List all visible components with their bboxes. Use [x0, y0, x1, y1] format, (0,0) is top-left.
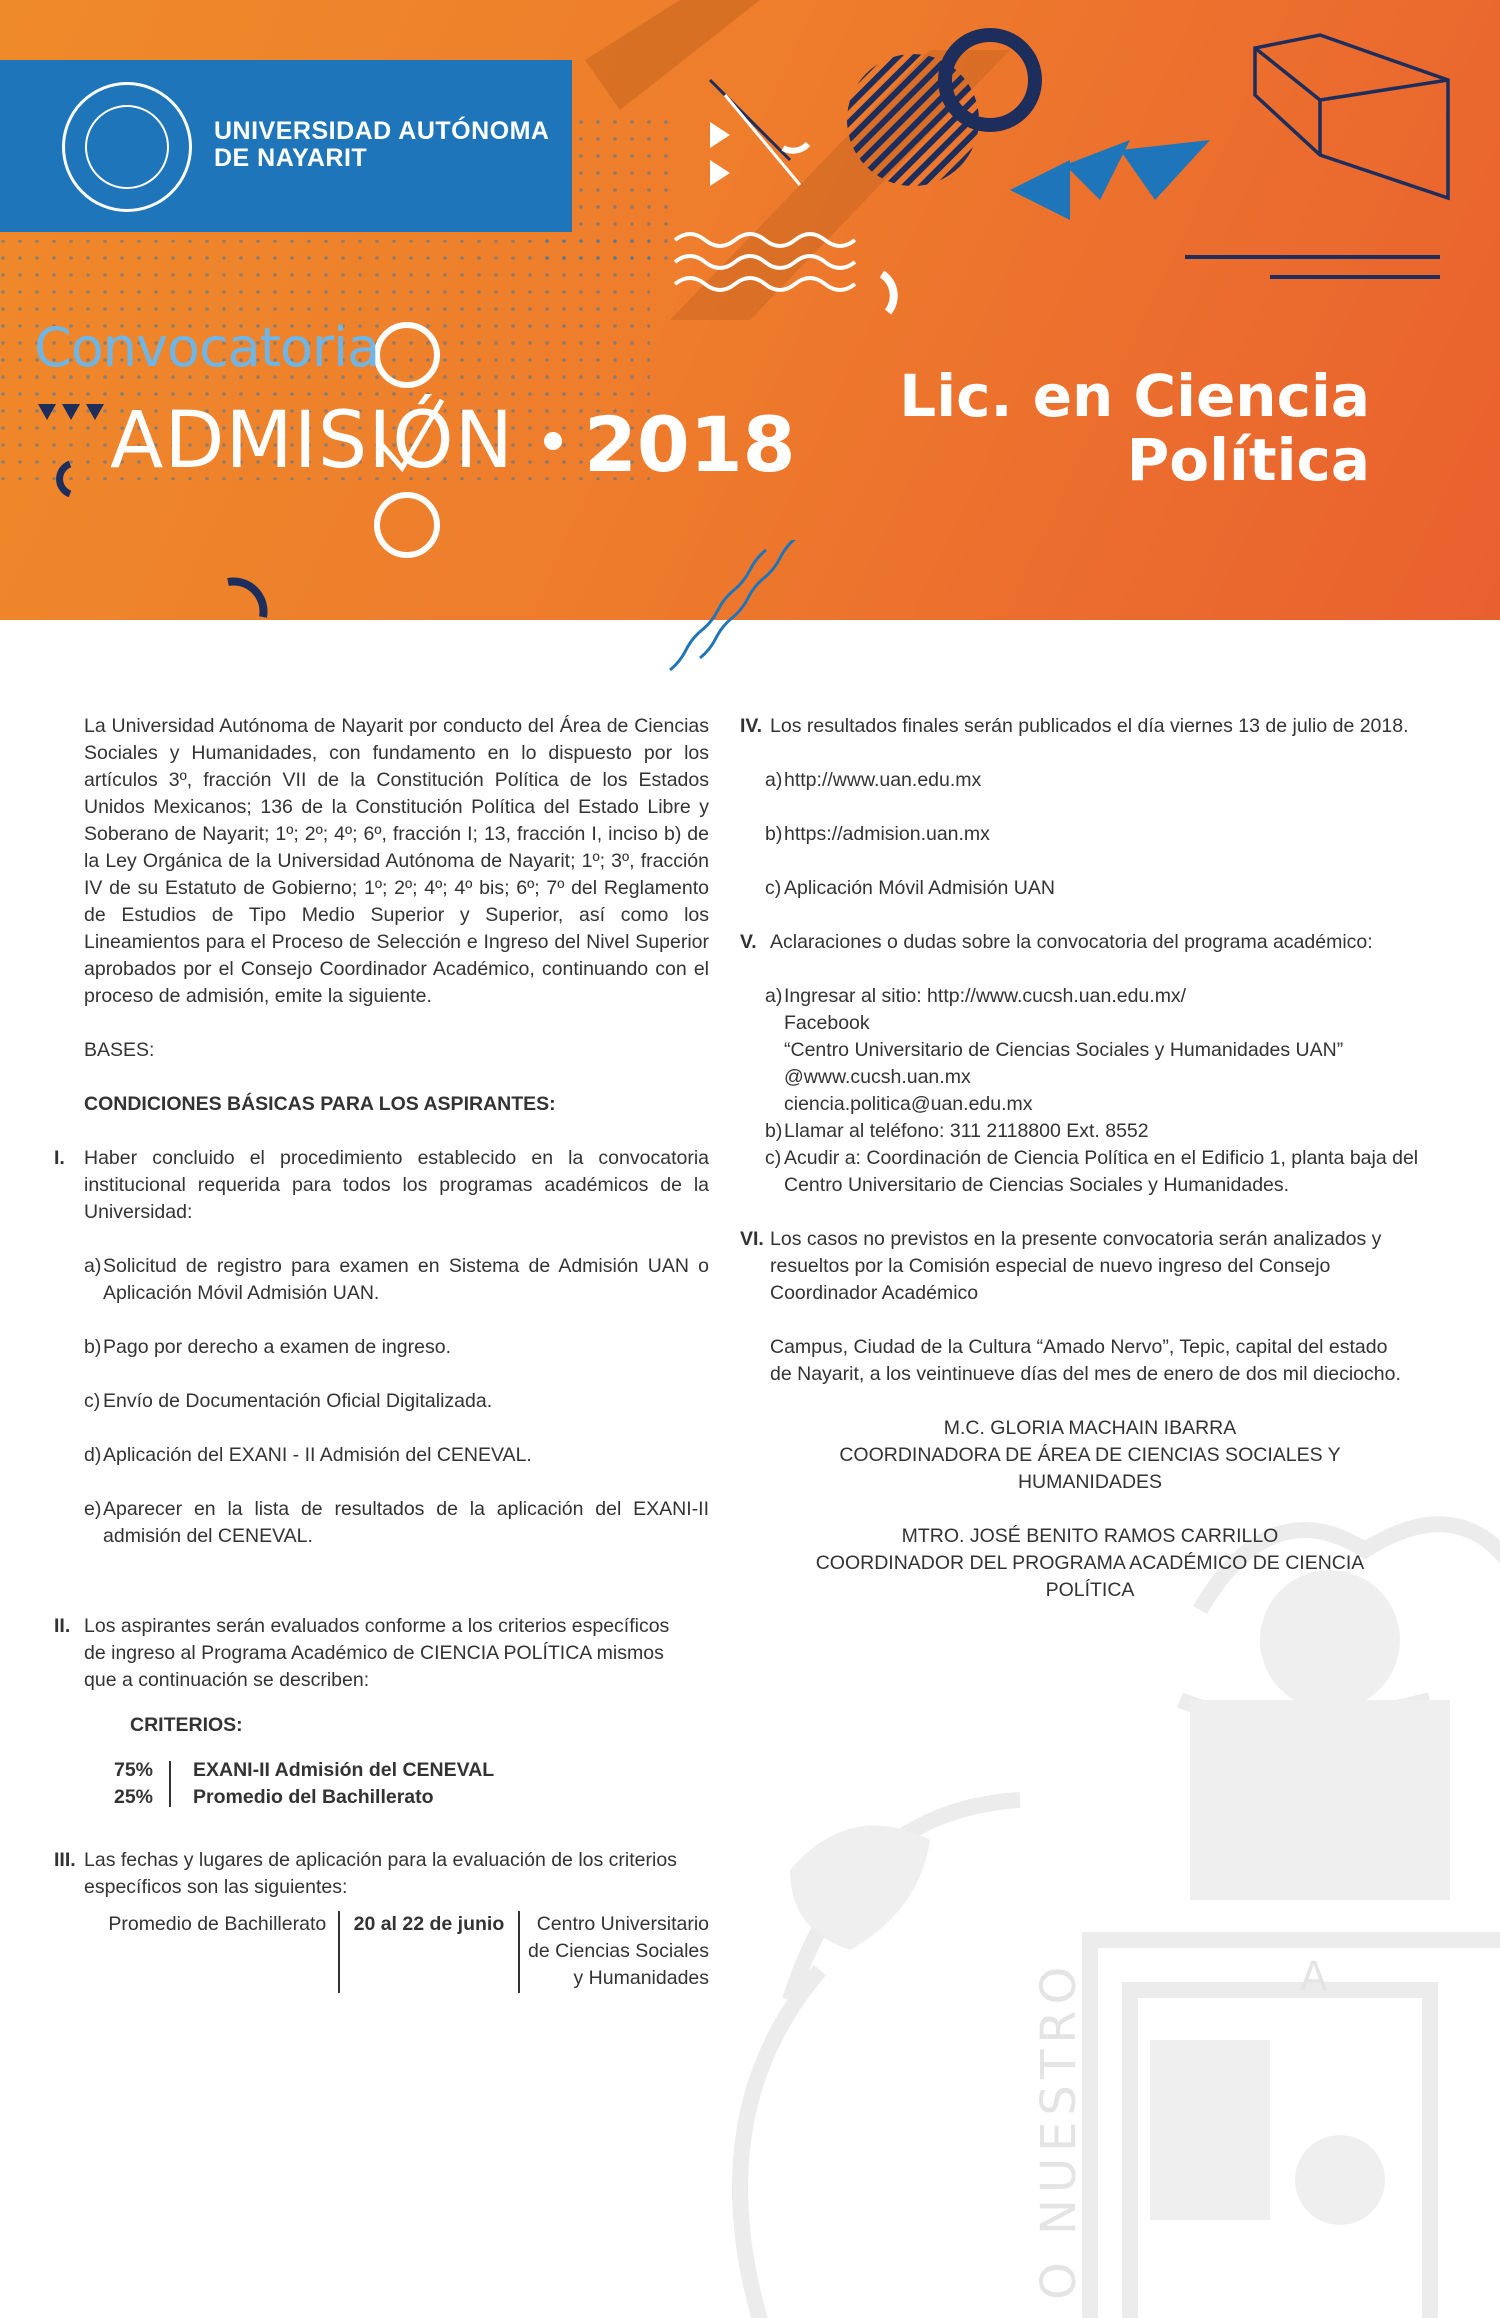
list-item: b) Pago por derecho a examen de ingreso. — [84, 1336, 451, 1358]
list-item: e) Aparecer en la lista de resultados de la aplicación del EXANI-II admisión del CENEVAL. — [84, 1498, 709, 1547]
section-6 — [740, 1226, 1435, 1388]
list-item: a) Ingresar al sitio: http://www.cucsh.uan.edu.mx/ Facebook “Centro Universitario de Ciencias Sociales y Humanidades UAN” @www.cucsh.uan.mx ciencia.politica@uan.edu.mx — [765, 983, 1435, 1118]
watermark-motto: O NUESTRO — [1031, 1960, 1087, 2300]
section-4 — [740, 713, 1435, 902]
admission-link[interactable]: https://admision.uan.mx — [784, 823, 990, 845]
section-number: II. — [54, 1615, 71, 1637]
bases-label: BASES: — [84, 1039, 155, 1061]
dates-table — [84, 1911, 709, 1993]
program-title: Lic. en Ciencia Política — [899, 362, 1370, 494]
dates-range: 20 al 22 de junio — [353, 1913, 505, 1935]
university-name: UNIVERSIDAD AUTÓNOMA DE NAYARIT — [214, 117, 550, 172]
admision-title: ADMISIÓN — [110, 396, 514, 486]
list-item: a) Solicitud de registro para examen en Sistema de Admisión UAN o Aplicación Móvil Admisión UAN. — [84, 1255, 709, 1304]
link-item: b) https://admision.uan.mx — [765, 823, 990, 845]
criteria-table — [108, 1757, 709, 1811]
list-item: c) Acudir a: Coordinación de Ciencia Política en el Edificio 1, planta baja del Centro Universitario de Ciencias Sociales y Humanidades. — [765, 1147, 1419, 1196]
section-number: IV. — [740, 715, 763, 737]
section-5-text: Aclaraciones o dudas sobre la convocatoria del programa académico: — [770, 931, 1373, 953]
dates-place: Centro Universitario de Ciencias Sociales y Humanidades — [528, 1913, 710, 1989]
section-number: I. — [54, 1147, 65, 1169]
signer-title: COORDINADOR DEL PROGRAMA ACADÉMICO DE CIENCIA POLÍTICA — [815, 1552, 1365, 1601]
section-4-text: Los resultados finales serán publicados el día viernes 13 de julio de 2018. — [770, 715, 1409, 737]
university-seal-logo — [62, 82, 192, 212]
dates-criterion: Promedio de Bachillerato — [108, 1913, 327, 1935]
cucsh-link[interactable]: Ingresar al sitio: http://www.cucsh.uan.edu.mx/ — [784, 985, 1187, 1007]
watermark-letter: A — [1300, 1954, 1328, 2000]
section-1-text: Haber concluido el procedimiento establecido en la convocatoria institucional requerida para todos los programas académicos de la Universidad: — [84, 1147, 709, 1223]
header-banner — [0, 0, 1500, 620]
intro-paragraph: La Universidad Autónoma de Nayarit por conducto del Área de Ciencias Sociales y Humanidades, con fundamento en lo dispuesto por los artículos 3º, fracción VII de la Constitución Política de los Estados Unidos Mexicanos; 136 de la Constitución Política del Estado Libre y Soberano de Nayarit; 1º; 2º; 4º; 6º, fracción I; 13, fracción I, inciso b) de la Ley Orgánica de la Universidad Autónoma de Nayarit; 1º; 3º, fracción IV de su Estatuto de Gobierno; 1º; 2º; 4º; 4º bis; 6º; 7º del Reglamento de Estudios de Tipo Medio Superior y Superior, así como los Lineamientos para el Proceso de Selección e Ingreso del Nivel Superior aprobados por el Consejo Coordinador Académico, continuando con el proceso de admisión, emite la siguiente. — [84, 715, 709, 1007]
criteria-label: EXANI-II Admisión del CENEVAL — [193, 1759, 495, 1781]
criteria-percent: 25% — [113, 1786, 153, 1808]
year-title: 2018 — [584, 400, 796, 489]
criteria-divider — [169, 1761, 171, 1807]
section-number: V. — [740, 931, 757, 953]
section-1 — [54, 1145, 709, 1550]
closing-paragraph: Campus, Ciudad de la Cultura “Amado Nervo”, Tepic, capital del estado de Nayarit, a los veintinueve días del mes de enero de dos mil dieciocho. — [770, 1336, 1401, 1385]
section-number: III. — [54, 1849, 76, 1871]
criteria-percent: 75% — [113, 1759, 153, 1781]
section-3 — [54, 1847, 710, 1993]
criteria-title: CRITERIOS: — [130, 1714, 243, 1736]
list-item: c) Envío de Documentación Oficial Digitalizada. — [84, 1390, 493, 1412]
signature-block — [800, 1415, 1380, 1604]
list-item: d) Aplicación del EXANI - II Admisión del CENEVAL. — [84, 1444, 532, 1466]
list-item: c) Aplicación Móvil Admisión UAN — [765, 877, 1055, 899]
website-link[interactable]: http://www.uan.edu.mx — [784, 769, 982, 791]
section-3-text: Las fechas y lugares de aplicación para la evaluación de los criterios específicos son las siguientes: — [84, 1849, 677, 1898]
signer-name: M.C. GLORIA MACHAIN IBARRA — [943, 1417, 1237, 1439]
criteria-label: Promedio del Bachillerato — [193, 1786, 434, 1808]
right-column — [740, 713, 1435, 1604]
link-item: a) http://www.uan.edu.mx — [765, 769, 982, 791]
conditions-title: CONDICIONES BÁSICAS PARA LOS ASPIRANTES: — [84, 1093, 556, 1115]
signer-title: COORDINADORA DE ÁREA DE CIENCIAS SOCIALES Y HUMANIDADES — [839, 1444, 1341, 1493]
left-column — [54, 713, 710, 1993]
section-2 — [54, 1613, 709, 1811]
list-item: b) Llamar al teléfono: 311 2118800 Ext. 8552 — [765, 1120, 1149, 1142]
section-5 — [740, 929, 1435, 1199]
email-link[interactable]: ciencia.politica@uan.edu.mx — [784, 1093, 1033, 1115]
signer-name: MTRO. JOSÉ BENITO RAMOS CARRILLO — [901, 1525, 1279, 1547]
section-number: VI. — [740, 1228, 764, 1250]
convocatoria-label: Convocatoria — [34, 316, 380, 379]
section-2-text: Los aspirantes serán evaluados conforme a los criterios específicos de ingreso al Programa Académico de CIENCIA POLÍTICA mismos que a continuación se describen: — [84, 1615, 670, 1691]
section-6-text: Los casos no previstos en la presente convocatoria serán analizados y resueltos por la Comisión especial de nuevo ingreso del Consejo Coordinador Académico — [770, 1228, 1382, 1304]
university-brand-box — [0, 60, 572, 232]
